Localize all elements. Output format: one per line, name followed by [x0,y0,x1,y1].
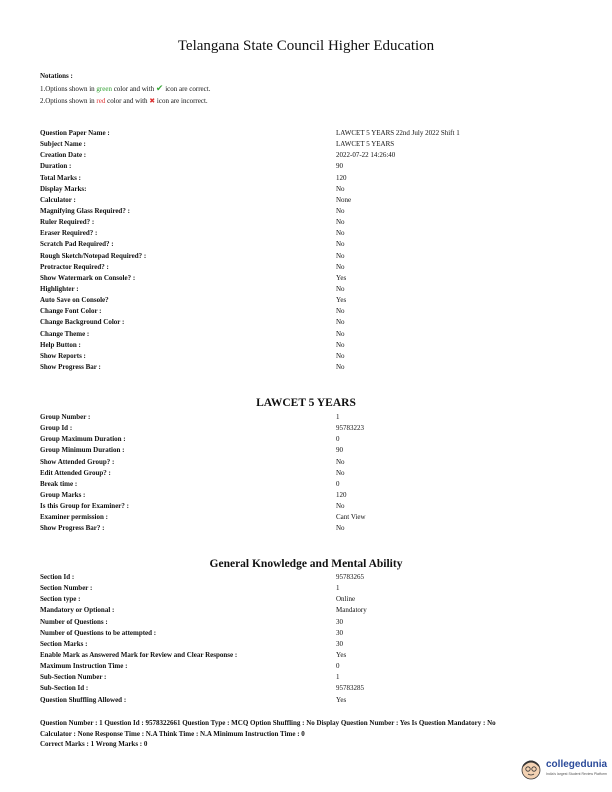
section-info-label: Number of Questions to be attempted : [40,628,157,637]
paper-info-row [40,295,560,306]
section-info-label: Section Number : [40,584,93,593]
section-info-row [40,594,560,605]
group-info-row [40,512,560,523]
paper-info-label: Protractor Required? : [40,262,109,271]
paper-info-row [40,251,560,262]
check-icon: ✔ [155,83,164,93]
group-info-value: 0 [336,435,340,444]
question-info-line: Question Number : 1 Question Id : 9578322661 Question Type : MCQ Option Shuffling : No Display Question Number : Yes Is Question Mandatory : No [40,719,496,727]
paper-info-value: No [336,229,345,238]
section-info-label: Mandatory or Optional : [40,606,115,615]
question-info-line: Correct Marks : 1 Wrong Marks : 0 [40,740,148,748]
paper-info-row [40,306,560,317]
group-info-row [40,523,560,534]
section-info-row [40,617,560,628]
group-info-row [40,501,560,512]
paper-info-label: Creation Date : [40,151,87,160]
paper-info-row [40,362,560,373]
paper-info-label: Total Marks : [40,173,81,182]
paper-info-table [40,128,560,373]
section-info-label: Maximum Instruction Time : [40,662,128,671]
section-info-value: Mandatory [336,606,367,615]
paper-info-value: No [336,218,345,227]
collegedunia-logo [518,756,608,784]
group-info-value: 90 [336,446,343,455]
paper-info-value: Yes [336,296,347,305]
notations-heading: Notations : [40,72,73,80]
notation-incorrect: 2.Options shown in red color and with ✖ icon are incorrect. [40,97,208,105]
section-info-row [40,650,560,661]
section-info-label: Question Shuffling Allowed : [40,695,127,704]
section-info-label: Number of Questions : [40,617,108,626]
paper-info-row [40,150,560,161]
section-info-label: Section Marks : [40,639,88,648]
paper-info-label: Magnifying Glass Required? : [40,206,130,215]
section-info-value: 30 [336,617,343,626]
group-info-row [40,468,560,479]
question-info [40,718,580,750]
paper-info-label: Change Font Color : [40,307,102,316]
section-info-label: Sub-Section Number : [40,673,107,682]
section-info-value: 1 [336,584,340,593]
group-info-value: No [336,468,345,477]
paper-info-row [40,351,560,362]
paper-info-label: Scratch Pad Required? : [40,240,114,249]
paper-info-value: No [336,240,345,249]
paper-info-row [40,284,560,295]
group-info-row [40,490,560,501]
paper-info-label: Highlighter : [40,284,79,293]
section-info-value: Yes [336,650,347,659]
section-info-row [40,572,560,583]
section-info-row [40,628,560,639]
group-info-label: Show Progress Bar? : [40,524,105,533]
section-info-row [40,695,560,706]
group-info-table [40,412,560,535]
paper-info-value: No [336,251,345,260]
paper-info-label: Duration : [40,162,72,171]
group-info-label: Break time : [40,479,78,488]
paper-info-value: No [336,284,345,293]
paper-info-row [40,195,560,206]
group-title: LAWCET 5 YEARS [256,397,356,409]
paper-info-row [40,128,560,139]
section-info-value: 1 [336,673,340,682]
paper-info-value: No [336,206,345,215]
paper-info-label: Change Background Color : [40,318,125,327]
logo-name: collegedunia [546,759,608,770]
group-info-value: No [336,502,345,511]
paper-info-value: LAWCET 5 YEARS [336,140,395,149]
section-info-row [40,683,560,694]
paper-info-value: No [336,340,345,349]
section-info-label: Section Id : [40,573,75,581]
paper-info-row [40,262,560,273]
section-info-label: Sub-Section Id : [40,684,89,693]
group-info-row [40,457,560,468]
paper-info-value: No [336,262,345,271]
section-info-table [40,572,560,706]
section-info-value: 30 [336,639,343,648]
paper-info-label: Display Marks: [40,184,87,193]
group-info-value: No [336,457,345,466]
paper-info-value: No [336,362,345,371]
group-info-row [40,423,560,434]
paper-info-value: Yes [336,273,347,282]
group-info-label: Edit Attended Group? : [40,468,111,477]
paper-info-row [40,173,560,184]
group-info-value: 1 [336,413,340,421]
paper-info-label: Ruler Required? : [40,218,95,227]
paper-info-value: No [336,329,345,338]
section-info-value: Online [336,595,356,604]
group-info-row [40,445,560,456]
group-info-value: No [336,524,345,533]
paper-info-label: Show Watermark on Console? : [40,273,136,282]
group-info-label: Show Attended Group? : [40,457,115,466]
mascot-icon [520,758,542,780]
paper-info-label: Change Theme : [40,329,90,338]
paper-info-row [40,139,560,150]
group-info-label: Group Number : [40,413,91,421]
page-title: Telangana State Council Higher Education [177,38,435,54]
section-info-value: Yes [336,695,347,704]
group-info-value: Cant View [336,513,366,522]
section-info-value: 95783265 [336,573,364,581]
section-info-value: 30 [336,628,343,637]
section-info-row [40,672,560,683]
paper-info-label: Auto Save on Console? [40,296,109,305]
section-info-label: Enable Mark as Answered Mark for Review and Clear Response : [40,650,238,659]
paper-info-row [40,206,560,217]
paper-info-row [40,273,560,284]
paper-info-label: Show Progress Bar : [40,362,101,371]
group-info-label: Examiner permission : [40,513,108,522]
paper-info-row [40,228,560,239]
paper-info-value: No [336,307,345,316]
paper-info-value: 2022-07-22 14:26:40 [336,151,396,160]
group-info-row [40,412,560,423]
paper-info-value: 120 [336,173,347,182]
paper-info-value: None [336,195,352,204]
section-info-label: Section type : [40,595,81,604]
paper-info-row [40,161,560,172]
paper-info-value: No [336,184,345,193]
section-info-row [40,639,560,650]
section-info-value: 95783285 [336,684,364,693]
paper-info-value: LAWCET 5 YEARS 22nd July 2022 Shift 1 [336,129,460,137]
paper-info-label: Subject Name : [40,140,86,149]
notations [40,70,210,107]
section-info-row [40,583,560,594]
paper-info-row [40,317,560,328]
paper-info-row [40,329,560,340]
paper-info-row [40,239,560,250]
section-info-row [40,605,560,616]
group-info-label: Group Id : [40,424,73,433]
paper-info-value: No [336,318,345,327]
paper-info-label: Rough Sketch/Notepad Required? : [40,251,147,260]
notation-correct: 1.Options shown in green color and with ✔ icon are correct. [40,83,211,93]
group-info-label: Group Maximum Duration : [40,435,126,444]
paper-info-value: No [336,351,345,360]
paper-info-label: Show Reports : [40,351,86,360]
group-info-label: Group Minimum Duration : [40,446,125,455]
section-info-row [40,661,560,672]
group-info-value: 120 [336,490,347,499]
paper-info-row [40,217,560,228]
paper-info-value: 90 [336,162,343,171]
group-info-row [40,434,560,445]
section-title: General Knowledge and Mental Ability [209,558,403,570]
paper-info-row [40,340,560,351]
logo-tagline: India's largest Student Review Platform [546,772,607,776]
paper-info-label: Question Paper Name : [40,129,110,137]
cross-icon: ✖ [149,97,156,105]
paper-info-label: Help Button : [40,340,81,349]
group-info-label: Is this Group for Examiner? : [40,502,129,511]
paper-info-label: Calculator : [40,195,76,204]
paper-info-row [40,184,560,195]
question-info-line: Calculator : None Response Time : N.A Think Time : N.A Minimum Instruction Time : 0 [40,729,305,738]
paper-info-label: Eraser Required? : [40,229,98,238]
group-info-value: 95783223 [336,424,364,433]
section-info-value: 0 [336,662,340,671]
group-info-value: 0 [336,479,340,488]
group-info-row [40,479,560,490]
group-info-label: Group Marks : [40,490,86,499]
